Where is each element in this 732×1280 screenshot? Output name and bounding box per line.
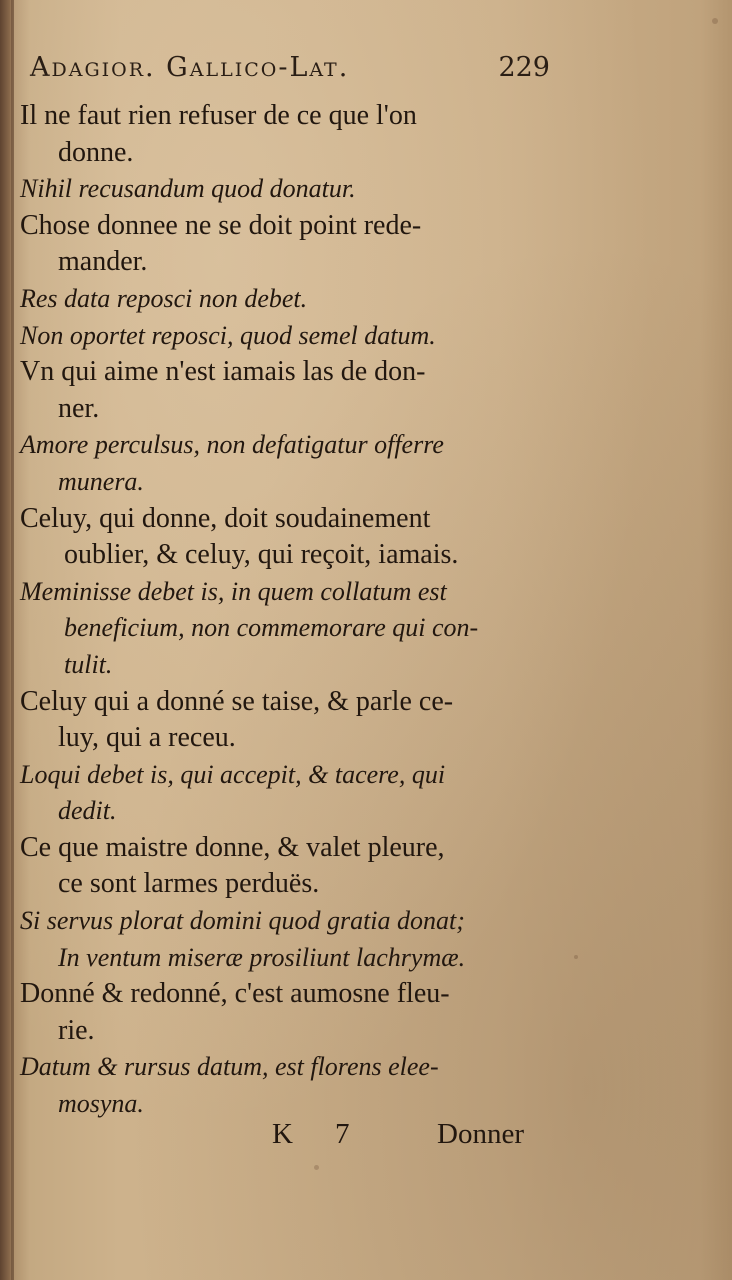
french-line: mander. xyxy=(58,246,148,278)
french-line: Celuy, qui donne, doit soudainement xyxy=(20,502,431,534)
latin-line: tulit. xyxy=(64,649,113,679)
french-line: Donné & redonné, c'est aumosne fleu- xyxy=(20,978,450,1010)
french-line: ner. xyxy=(58,392,100,424)
ink-spot xyxy=(574,955,578,959)
signature-mark: K xyxy=(272,1118,293,1150)
latin-line: Si servus plorat domini quod gratia donat; xyxy=(20,906,465,936)
signature-number: 7 xyxy=(335,1118,350,1150)
french-line: oublier, & celuy, qui reçoit, iamais. xyxy=(64,539,459,571)
ink-spot xyxy=(314,1165,319,1170)
french-line: Ce que maistre donne, & valet pleure, xyxy=(20,831,445,863)
french-line: rie. xyxy=(58,1014,95,1046)
running-head xyxy=(30,52,550,92)
latin-line: dedit. xyxy=(58,796,117,826)
catchword: Donner xyxy=(437,1118,524,1150)
running-title: Adagior. Gallico-Lat. xyxy=(30,52,350,83)
proverb-text xyxy=(20,98,550,1123)
latin-line: Amore perculsus, non defatigatur offerre xyxy=(20,430,444,460)
latin-line: Non oportet reposci, quod semel datum. xyxy=(20,320,436,350)
french-line: Celuy qui a donné se taise, & parle ce- xyxy=(20,685,454,717)
page-number: 229 xyxy=(498,52,550,83)
gutter-edge xyxy=(11,0,14,1280)
latin-line: In ventum miseræ prosiliunt lachrymæ. xyxy=(58,942,466,972)
french-line: Il ne faut rien refuser de ce que l'on xyxy=(20,100,417,131)
latin-line: Meminisse debet is, in quem collatum est xyxy=(20,576,447,606)
latin-line: munera. xyxy=(58,466,144,496)
french-line: ce sont larmes perduës. xyxy=(58,868,320,900)
french-line: donne. xyxy=(58,136,134,168)
latin-line: Nihil recusandum quod donatur. xyxy=(20,174,356,204)
latin-line: beneficium, non commemorare qui con- xyxy=(64,613,479,643)
latin-line: Loqui debet is, qui accepit, & tacere, qui xyxy=(20,759,446,789)
latin-line: mosyna. xyxy=(58,1089,144,1119)
latin-line: Datum & rursus datum, est florens elee- xyxy=(20,1052,439,1082)
latin-line: Res data reposci non debet. xyxy=(20,283,308,313)
ink-spot xyxy=(712,18,718,24)
french-line: luy, qui a receu. xyxy=(58,722,236,754)
french-line: Vn qui aime n'est iamais las de don- xyxy=(20,356,426,388)
french-line: Chose donnee ne se doit point rede- xyxy=(20,209,422,241)
